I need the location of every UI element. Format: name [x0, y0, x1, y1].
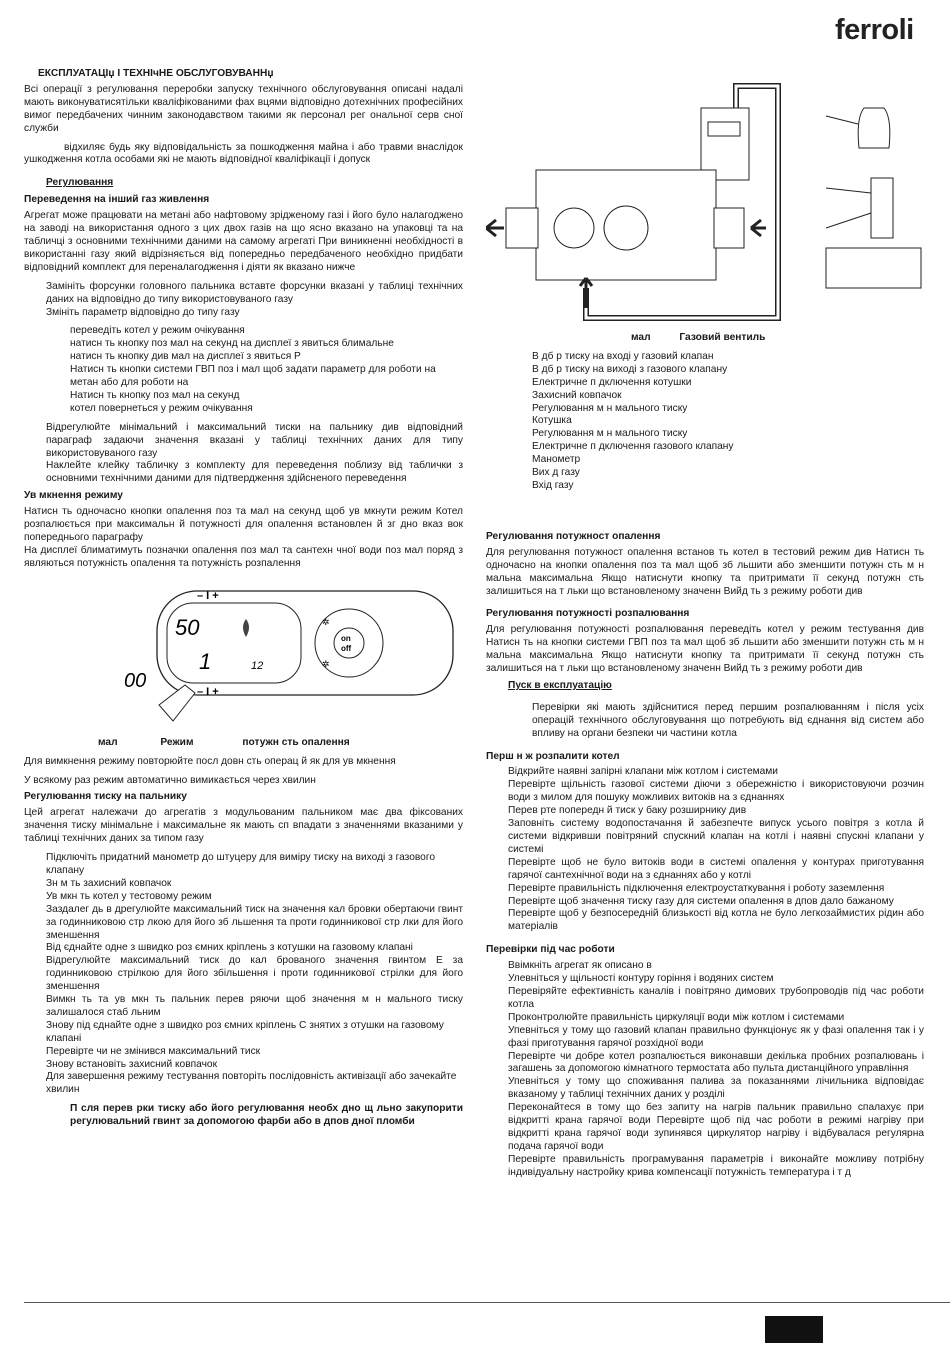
run-item: Переконайтеся в тому що без запиту на нагрів пальник правильно спалахує при відкритті крана гарячої води Перевірте щоб під час роботи в режимі нагріву при відкритті крана гарячої води зупинявся циркулятор нагріву і відбувалася регулярна подача гарячої води: [508, 1102, 924, 1152]
param-step: Натисн ть кнопку поз мал на секунд: [70, 389, 240, 401]
display-top-digits: 50: [175, 614, 200, 640]
param-step: переведіть котел у режим очікування: [70, 325, 245, 337]
heading-ignition-power: Регулювання потужності розпалювання: [486, 608, 690, 620]
figure-caption: мал Режим потужн сть опалення: [98, 736, 350, 748]
param-step: Натисн ть кнопки системи ГВП поз і мал щоб задати параметр для роботи на метан або для роботи на: [70, 364, 436, 389]
check-item: Перев рте попередн й тиск у баку розширнику див: [508, 805, 747, 817]
commissioning-text: Перевірки які мають здійснитися перед першим розпалюванням і після усіх операцій технічного обслуговування що потребують від єднання від систем або впливу на органи безпеки чи частини котла: [532, 701, 924, 739]
pressure-text: Цей агрегат належачи до агрегатів з модульованим пальником має два фіксованих значення тиску мінімальне і максимальне як мають сп впадати з значеннями вказаними у таблиці технічних даних за типом газу: [24, 807, 463, 845]
section-title: ЕКСПЛУАТАЦІџ І ТЕХНІчНЕ ОБСЛУГОВУВАННџ: [38, 68, 274, 79]
pressure-step: Для завершення режиму тестування повторіть послідовність активізації або зачекайте хвилин: [46, 1071, 457, 1096]
snowflake-icon: ✲: [322, 616, 330, 627]
gas-inlet-pipe: [714, 208, 744, 248]
run-item: Перевіряйте ефективність каналів і повітряно димових трубопроводів під час роботи котла: [508, 985, 924, 1010]
run-item: Перевірте чи добре котел розпалюється виконавши декілька пробних розпалювань і загашень за допомогою кімнатного термостата або пульта дистанційного управління: [508, 1050, 924, 1075]
param-step: натисн ть кнопку поз мал на секунд на дисплеї з явиться блимальне: [70, 338, 394, 350]
pressure-step: Зн м ть захисний ковпачок: [46, 877, 172, 889]
manometer-display: [708, 122, 740, 136]
conversion-step: Замініть форсунки головного пальника вставте форсунки вказані у таблиці технічних даних на відповідно до типу використовуваного газу: [46, 280, 463, 305]
gas-outlet-arrow-icon: [486, 220, 504, 236]
pressure-step: Відрегулюйте максимальний тиск до кал брованого значення гвинтом Е за годинниковою стрілкою для його збільшення і проти годинникової стрілки для його зменшення: [46, 955, 463, 993]
heading-heating-power: Регулювання потужност опалення: [486, 530, 661, 542]
ignition-power-text: Для регулювання потужності розпалювання переведіть котел у режим тестування див Натисн ть на кнопки системи ГВП поз та мал щоб зб льшити або зменшити потужн сть м н мальна максимальна Якщо натиснути кнопку та притримати її секунд потужн сть залишиться на т льки що встановленому значенн Вийд ть з режиму роботи див: [486, 624, 924, 675]
right-column: [486, 332, 924, 1180]
legend-item: Регулювання м н мального тиску: [532, 402, 688, 414]
dhw-plus-minus: – I +: [197, 685, 219, 698]
test-display-digits: 00: [124, 669, 147, 692]
disclaimer-text: відхиляє будь яку відповідальність за пошкодження майна і або травми внаслідок ушкодження котла особами які не мають відповідної кваліфікації і допуск: [24, 141, 463, 166]
display-bottom-digit: 1: [199, 648, 212, 674]
heading-regulation: Регулювання: [46, 177, 114, 189]
check-item: Заповніть систему водопостачання й забезпечте випуск усього повітря з котла й системи відкривши повітряний спускний клапан на котлі і наявні спускні клапани у системі: [508, 818, 924, 855]
protective-cap: [858, 108, 890, 148]
pressure-step: Від єднайте одне з швидко роз ємних кріплень з котушки на газовому клапані: [46, 942, 413, 954]
control-panel-figure: [119, 585, 459, 735]
test-mode-text: Натисн ть одночасно кнопки опалення поз та мал на секунд щоб ув мкнути режим Котел розпалюється при максимальн й потужності для опалення встановлен й зг дно вказ вок попереднього параграфу: [24, 506, 463, 543]
pressure-step: Заздалег дь в дрегулюйте максимальний тиск на значення кал бровки обертаючи гвинт за годинниковою стр лкою для його зб льшення та проти годинникової стр лки для його зменшення: [46, 903, 463, 941]
pressure-step: Знову під єднайте одне з швидко роз ємних кріплень С знятих з отушки на газовому клапані: [46, 1019, 444, 1044]
run-item: Ввімкніть агрегат як описано в: [508, 960, 652, 972]
heating-power-text: Для регулювання потужност опалення встанов ть котел в тестовий режим див Натисн ть одночасно на кнопки опалення поз та мал щоб зб льшити або зменшити потужн сть м н мальна максимальна Якщо натиснути кнопку та притримати її секунд потужн сть залишиться на т льки що встановленому значенн Вийд ть з режиму роботи див: [486, 546, 924, 597]
auto-exit-text: У всякому раз режим автоматично вимикається через хвилин: [24, 774, 316, 786]
run-item: Упевніться у тому що газовий клапан правильно функціонує як у фазі опалення так і у фазі приготування гарячої розхідної води: [508, 1024, 924, 1049]
page-number-box: [765, 1316, 823, 1343]
gas-inlet-arrow-icon: [751, 220, 766, 236]
adjust-text: Відрегулюйте мінімальний і максимальний тиски на пальнику див відповідний параграф задаючи значення вказані у таблиці технічних даних для типу використовуваного газу: [46, 421, 463, 459]
conversion-step: Змініть параметр відповідно до типу газу: [46, 306, 240, 318]
run-item: Перевірте правильність програмування параметрів і виконайте можливу потрібну індивідуальну настройку крива компенсації потужність температура і т д: [508, 1153, 924, 1178]
valve-section: [826, 248, 921, 288]
footer-rule: [24, 1302, 950, 1303]
warning-text: П сля перев рки тиску або його регулювання необх дно щ льно закупорити регулювальний гвинт за допомогою фарби або в дпов дної пломби: [70, 1103, 463, 1128]
adjust-screw: [871, 178, 893, 238]
valve-caption: мал Газовий вентиль: [631, 332, 766, 343]
pressure-step: Перевірте чи не змінився максимальний тиск: [46, 1045, 261, 1057]
pressure-step: Знову встановіть захисний ковпачок: [46, 1058, 218, 1070]
sticker-text: Наклейте клейку табличку з комплекту для переведення поблизу від таблички з основними технічними даними для підтвердження здійсненого переведення: [46, 460, 463, 485]
conversion-text: Агрегат може працювати на метані або нафтовому зрідженому газі і його було налагоджено на заводі на використання одного з цих двох газів на що ясно вказано на упаковці та на табличці з основними технічними даними на самому агрегаті При виникненні необхідності в використанні газу який відрізняється від попередньо передбаченого необхідно придбати відповідний комплект для переналагодження і діяти як вказано нижче: [24, 210, 463, 273]
legend-item: Регулювання м н мального тиску: [532, 428, 688, 440]
legend-item: Електричне п дключення газового клапану: [532, 441, 734, 453]
heading-before-ignition: Перш н ж розпалити котел: [486, 750, 620, 762]
heading-gas-conversion: Переведення на інший газ живлення: [24, 194, 210, 206]
heading-test-mode: Ув мкнення режиму: [24, 490, 123, 502]
off-label: off: [341, 643, 352, 653]
pressure-step: Вимкн ть та ув мкн ть пальник перев ряючи щоб значення м н мального тиску залишалося стаб льним: [46, 994, 463, 1018]
display-small-digits: 12: [251, 659, 264, 672]
legend-item: Вхід газу: [532, 479, 574, 491]
on-label: on: [341, 633, 351, 643]
regulator: [604, 206, 648, 250]
legend-item: Захисний ковпачок: [532, 389, 622, 401]
pressure-step: Ув мкн ть котел у тестовому режим: [46, 890, 212, 902]
param-step: котел повернеться у режим очікування: [70, 402, 253, 414]
exit-test-text: Для вимкнення режиму повторюйте посл довн сть операц й як для ув мкнення: [24, 755, 396, 767]
check-item: Перевірте щоб у безпосередній близькості від котла не було легкозаймистих рідин або матеріалів: [508, 908, 924, 933]
legend-item: Котушка: [532, 415, 572, 427]
legend-item: В дб р тиску на вході у газовий клапан: [532, 350, 714, 362]
legend-item: Електричне п дключення котушки: [532, 376, 692, 388]
heading-commissioning: Пуск в експлуатацію: [508, 679, 612, 691]
display-text: На дисплеї блиматимуть позначки опалення поз мал та сантехн чної води поз мал поряд з являються потужність опалення та потужність розпалення: [24, 544, 463, 569]
brand-logo: ferroli: [835, 14, 914, 46]
on-off-button[interactable]: [334, 628, 364, 658]
pressure-arrow-icon: [580, 278, 592, 308]
param-step: натисн ть кнопку див мал на дисплеї з явиться Р: [70, 351, 301, 363]
pressure-step: Підключіть придатний манометр до штуцеру для виміру тиску на виході з газового клапану: [46, 852, 436, 876]
check-item: Перевірте правильність підключення електроустаткування і роботу заземлення: [508, 882, 885, 894]
gas-valve-figure: [486, 78, 926, 348]
check-item: Перевірте щоб значення тиску газу для системи опалення в дпов дало бажаному: [508, 895, 894, 907]
heating-plus-minus: – I +: [197, 589, 219, 602]
manometer: [701, 108, 749, 180]
heading-during-operation: Перевірки під час роботи: [486, 944, 615, 956]
heading-burner-pressure: Регулювання тиску на пальнику: [24, 791, 187, 803]
run-item: Упевніться у тому що споживання палива за показаннями лічильника відповідає вказаному у таблиці технічних даних у розділі: [508, 1076, 924, 1101]
check-item: Перевірте щільність газової системи діючи з обережністю і використовуючи розчин води з милом для пошуку можливих витоків на з єднаннях: [508, 779, 924, 804]
snowflake-icon: ✲: [322, 658, 330, 669]
run-item: Улевніться у щільності контуру горіння і водяних систем: [508, 973, 774, 985]
legend-item: В дб р тиску на виході з газового клапану: [532, 363, 728, 375]
intro-text: Всі операції з регулювання переробки запуску технічного обслуговування описані надалі мають виконуватисятільки кваліфікованими фах вцями відповідно дотехнічних професійних вимог передбачених чинним законодавством такими як персонал рег ональної серв сної служби: [24, 83, 463, 134]
legend-item: Манометр: [532, 454, 581, 466]
left-column: [24, 68, 463, 1129]
legend-item: Вих д газу: [532, 467, 580, 479]
coil: [554, 208, 594, 248]
check-item: Відкрийте наявні запірні клапани між котлом і системами: [508, 766, 778, 778]
gas-outlet-pipe: [506, 208, 538, 248]
run-item: Проконтролюйте правильність циркуляції води між котлом і системами: [508, 1011, 845, 1023]
check-item: Перевірте щоб не було витоків води в системі опалення у контурах приготування гарячої сантехнічної води на з єднаннях або у котлі: [508, 856, 924, 881]
